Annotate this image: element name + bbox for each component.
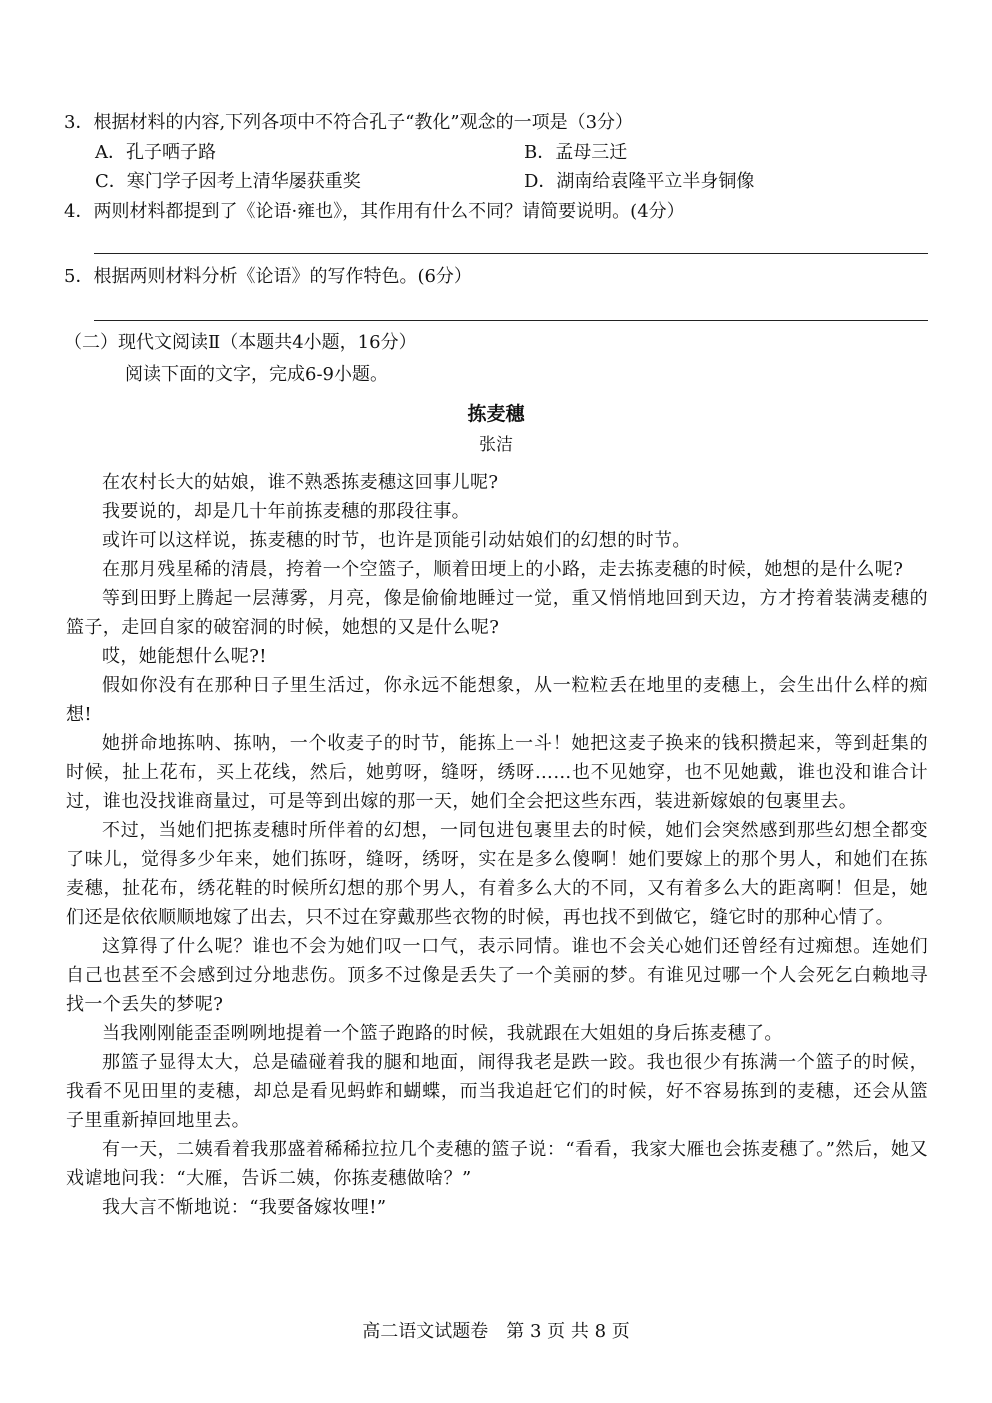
article-paragraph: 哎，她能想什么呢?! xyxy=(102,646,267,667)
article-paragraph: 在农村长大的姑娘，谁不熟悉拣麦穗这回事儿呢? xyxy=(102,472,499,493)
article-body xyxy=(66,468,928,1222)
answer-line-q4 xyxy=(94,253,928,254)
article-paragraph: 这算得了什么呢？谁也不会为她们叹一口气，表示同情。谁也不会关心她们还曾经有过痴想。连她们自己也甚至不会感到过分地悲伤。顶多不过像是丢失了一个美丽的梦。有谁见过哪一个人会死乞白赖地寻找一个丢失的梦呢? xyxy=(66,936,928,1015)
question-3-option-b: B．孟母三迁 xyxy=(524,142,628,163)
question-3-option-d: D．湖南给袁隆平立半身铜像 xyxy=(524,171,755,192)
section-instruction: 阅读下面的文字，完成6-9小题。 xyxy=(125,364,388,385)
question-3-stem: 3．根据材料的内容,下列各项中不符合孔子“教化”观念的一项是（3分） xyxy=(64,112,634,133)
question-3-option-a: A．孔子哂子路 xyxy=(95,142,216,163)
page-footer: 高二语文试题卷 第 3 页 共 8 页 xyxy=(362,1321,630,1342)
article-paragraph: 我大言不惭地说：“我要备嫁妆哩!” xyxy=(102,1197,387,1218)
section-heading: （二）现代文阅读Ⅱ（本题共4小题，16分） xyxy=(64,332,417,353)
article-title: 拣麦穗 xyxy=(467,403,525,425)
article-paragraph: 在那月残星稀的清晨，挎着一个空篮子，顺着田埂上的小路，走去拣麦穗的时候，她想的是什么呢? xyxy=(102,559,904,580)
article-paragraph: 假如你没有在那种日子里生活过，你永远不能想象，从一粒粒丢在地里的麦穗上，会生出什么样的痴想! xyxy=(66,675,928,725)
question-4-stem: 4．两则材料都提到了《论语·雍也》，其作用有什么不同？请简要说明。(4分） xyxy=(64,201,685,222)
article-paragraph: 那篮子显得太大，总是磕碰着我的腿和地面，闹得我老是跌一跤。我也很少有拣满一个篮子的时候，我看不见田里的麦穗，却总是看见蚂蚱和蝴蝶，而当我追赶它们的时候，好不容易拣到的麦穗，还会从篮子里重新掉回地里去。 xyxy=(66,1052,928,1131)
article-author: 张洁 xyxy=(479,435,513,455)
article-paragraph: 或许可以这样说，拣麦穗的时节，也许是顶能引动姑娘们的幻想的时节。 xyxy=(102,530,691,551)
answer-line-q5 xyxy=(94,320,928,321)
article-paragraph: 有一天，二姨看着我那盛着稀稀拉拉几个麦穗的篮子说：“看看，我家大雁也会拣麦穗了。”然后，她又戏谑地问我：“大雁，告诉二姨，你拣麦穗做啥？” xyxy=(66,1139,928,1189)
question-3-option-c: C．寒门学子因考上清华屡获重奖 xyxy=(95,171,361,192)
article-paragraph: 我要说的，却是几十年前拣麦穗的那段往事。 xyxy=(102,501,470,522)
article-paragraph: 当我刚刚能歪歪咧咧地提着一个篮子跑路的时候，我就跟在大姐姐的身后拣麦穗了。 xyxy=(102,1023,783,1044)
question-5-stem: 5．根据两则材料分析《论语》的写作特色。(6分） xyxy=(64,266,472,287)
article-paragraph: 不过，当她们把拣麦穗时所伴着的幻想，一同包进包裹里去的时候，她们会突然感到那些幻想全都变了味儿，觉得多少年来，她们拣呀，缝呀，绣呀，实在是多么傻啊！她们要嫁上的那个男人，和她们在拣麦穗，扯花布，绣花鞋的时候所幻想的那个男人，有着多么大的不同，又有着多么大的距离啊！但是，她们还是依依顺顺地嫁了出去，只不过在穿戴那些衣物的时候，再也找不到做它，缝它时的那种心情了。 xyxy=(66,820,928,928)
article-paragraph: 她拼命地拣呐、拣呐，一个收麦子的时节，能拣上一斗！她把这麦子换来的钱积攒起来，等到赶集的时候，扯上花布，买上花线，然后，她剪呀，缝呀，绣呀……也不见她穿，也不见她戴，谁也没和谁合计过，谁也没找谁商量过，可是等到出嫁的那一天，她们全会把这些东西，装进新嫁娘的包裹里去。 xyxy=(66,733,928,812)
article-paragraph: 等到田野上腾起一层薄雾，月亮，像是偷偷地睡过一觉，重又悄悄地回到天边，方才挎着装满麦穗的篮子，走回自家的破窑洞的时候，她想的又是什么呢? xyxy=(66,588,928,638)
